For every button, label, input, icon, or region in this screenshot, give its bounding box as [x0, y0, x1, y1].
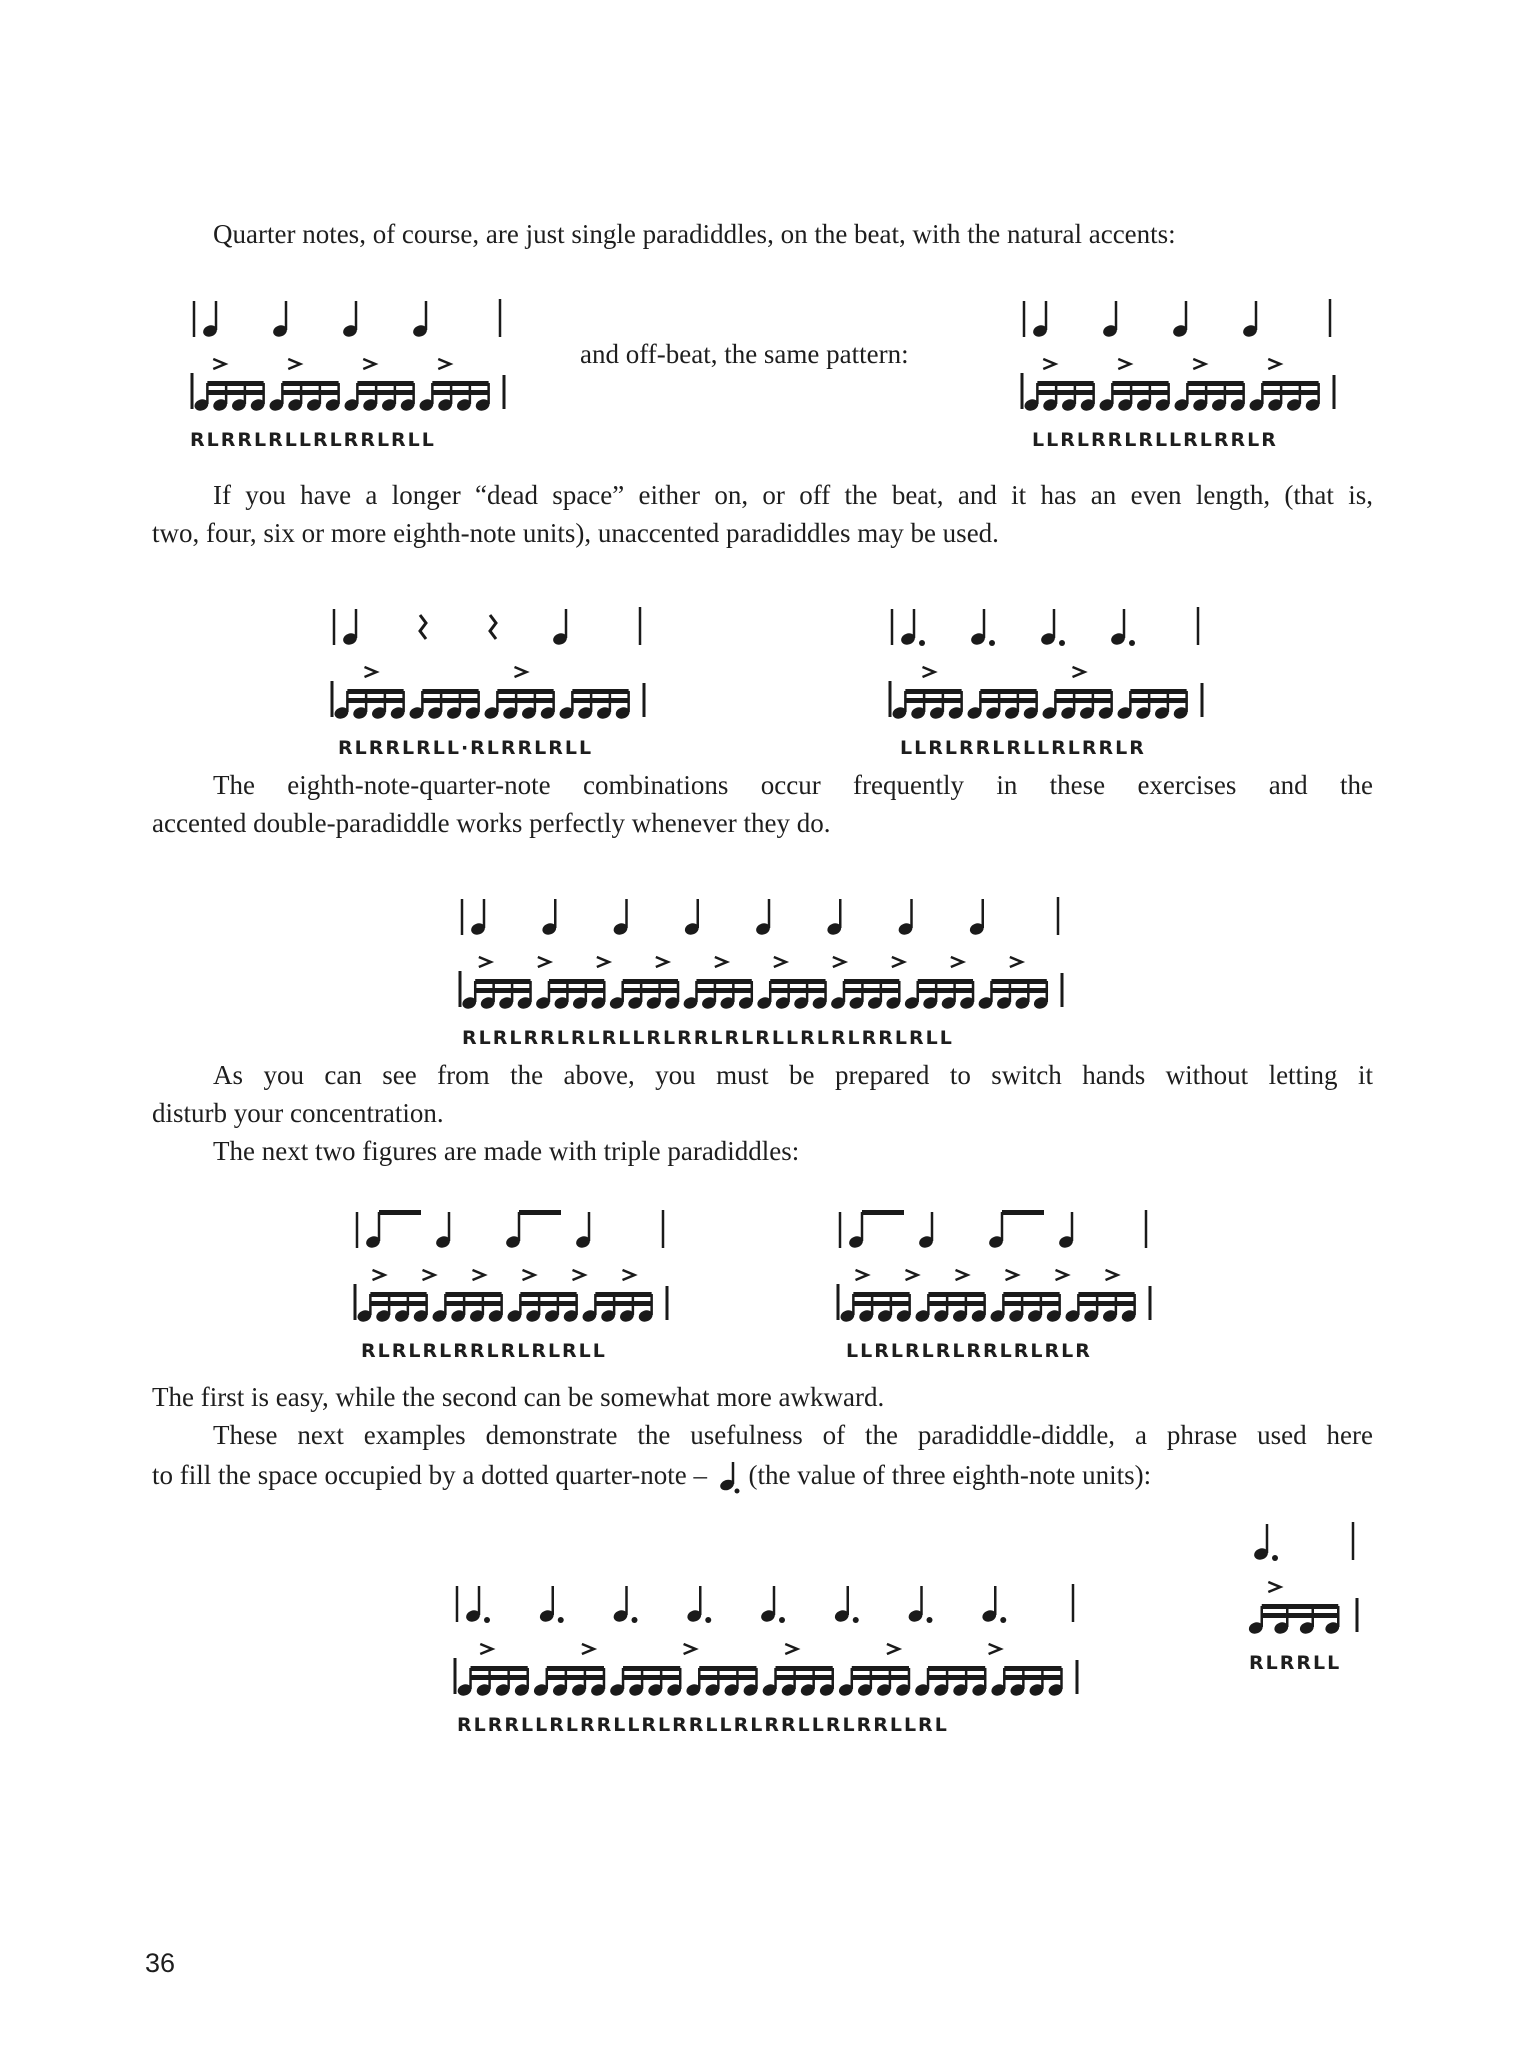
sticking-text: LLRLRRLRLLRLRRLR — [1032, 429, 1278, 451]
sticking-text: RLRRLLRLRRLLRLRRLLRLRRLLRLRRLLRL — [457, 1714, 949, 1736]
notation-example-dead-space-off-beat — [888, 605, 1208, 759]
inline-text-off-beat: and off-beat, the same pattern: — [580, 339, 909, 369]
notation-example-double-paradiddle — [458, 895, 1068, 1049]
sticking-text: RLRLRRLRLRLLRLRRLRLRLLRLRLRRLRLL — [462, 1027, 954, 1049]
paragraph-quarter-notes: Quarter notes, of course, are just single paradiddles, on the beat, with the natural accents: — [213, 219, 1176, 249]
notation-example-triple-paradiddle-2 — [836, 1208, 1156, 1362]
notation-graphic — [458, 895, 1068, 1023]
notation-graphic — [836, 1208, 1156, 1336]
paragraph-triple-paradiddles: The next two figures are made with triple paradiddles: — [213, 1136, 800, 1166]
notation-graphic — [888, 605, 1208, 733]
notation-example-dead-space-on-beat — [330, 605, 650, 759]
paragraph-first-is-easy: The first is easy, while the second can be somewhat more awkward. — [152, 1382, 885, 1412]
notation-graphic — [330, 605, 650, 733]
paragraph-eighth-quarter-line2: accented double-paradiddle works perfectly whenever they do. — [152, 808, 831, 838]
paragraph-paradiddle-diddle-line2 — [152, 1456, 1151, 1494]
text-segment: (the value of three eighth-note units): — [748, 1460, 1152, 1490]
notation-graphic — [453, 1582, 1083, 1710]
paragraph-switch-hands-line2: disturb your concentration. — [152, 1098, 444, 1128]
sticking-text: LLRLRLRLRRLRLRLR — [846, 1340, 1092, 1362]
sticking-text: RLRRLRLLRLRRLRLL — [190, 429, 436, 451]
paragraph-paradiddle-diddle-line1: These next examples demonstrate the usefulness of the paradiddle-diddle, a phrase used here — [213, 1420, 1373, 1450]
notation-graphic — [1020, 297, 1340, 425]
notation-example-quarter-notes-on-beat — [190, 297, 510, 451]
paragraph-eighth-quarter-line1: The eighth-note-quarter-note combinations occur frequently in these exercises and the — [213, 770, 1373, 800]
sticking-text: LLRLRRLRLLRLRRLR — [900, 737, 1146, 759]
sticking-text: RLRRLRLL·RLRRLRLL — [338, 737, 594, 759]
notation-example-quarter-notes-off-beat — [1020, 297, 1340, 451]
text-segment: to fill the space occupied by a dotted quarter-note – — [152, 1460, 708, 1490]
paragraph-dead-space-line2: two, four, six or more eighth-note units), unaccented paradiddles may be used. — [152, 518, 999, 548]
sticking-text: RLRRLL — [1249, 1652, 1342, 1674]
notation-example-paradiddle-diddle-unit — [1243, 1520, 1363, 1674]
notation-example-paradiddle-diddle-phrase — [453, 1582, 1083, 1736]
sticking-text: RLRLRLRRLRLRLRLL — [361, 1340, 607, 1362]
dotted-quarter-note-icon — [716, 1460, 740, 1494]
notation-example-triple-paradiddle-1 — [353, 1208, 673, 1362]
notation-graphic — [353, 1208, 673, 1336]
notation-graphic — [190, 297, 510, 425]
paragraph-dead-space-line1: If you have a longer “dead space” either on, or off the beat, and it has an even length, (that is, — [213, 480, 1373, 510]
paragraph-switch-hands-line1: As you can see from the above, you must be prepared to switch hands without letting it — [213, 1060, 1373, 1090]
notation-graphic — [1243, 1520, 1363, 1648]
page-number: 36 — [145, 1948, 176, 1978]
